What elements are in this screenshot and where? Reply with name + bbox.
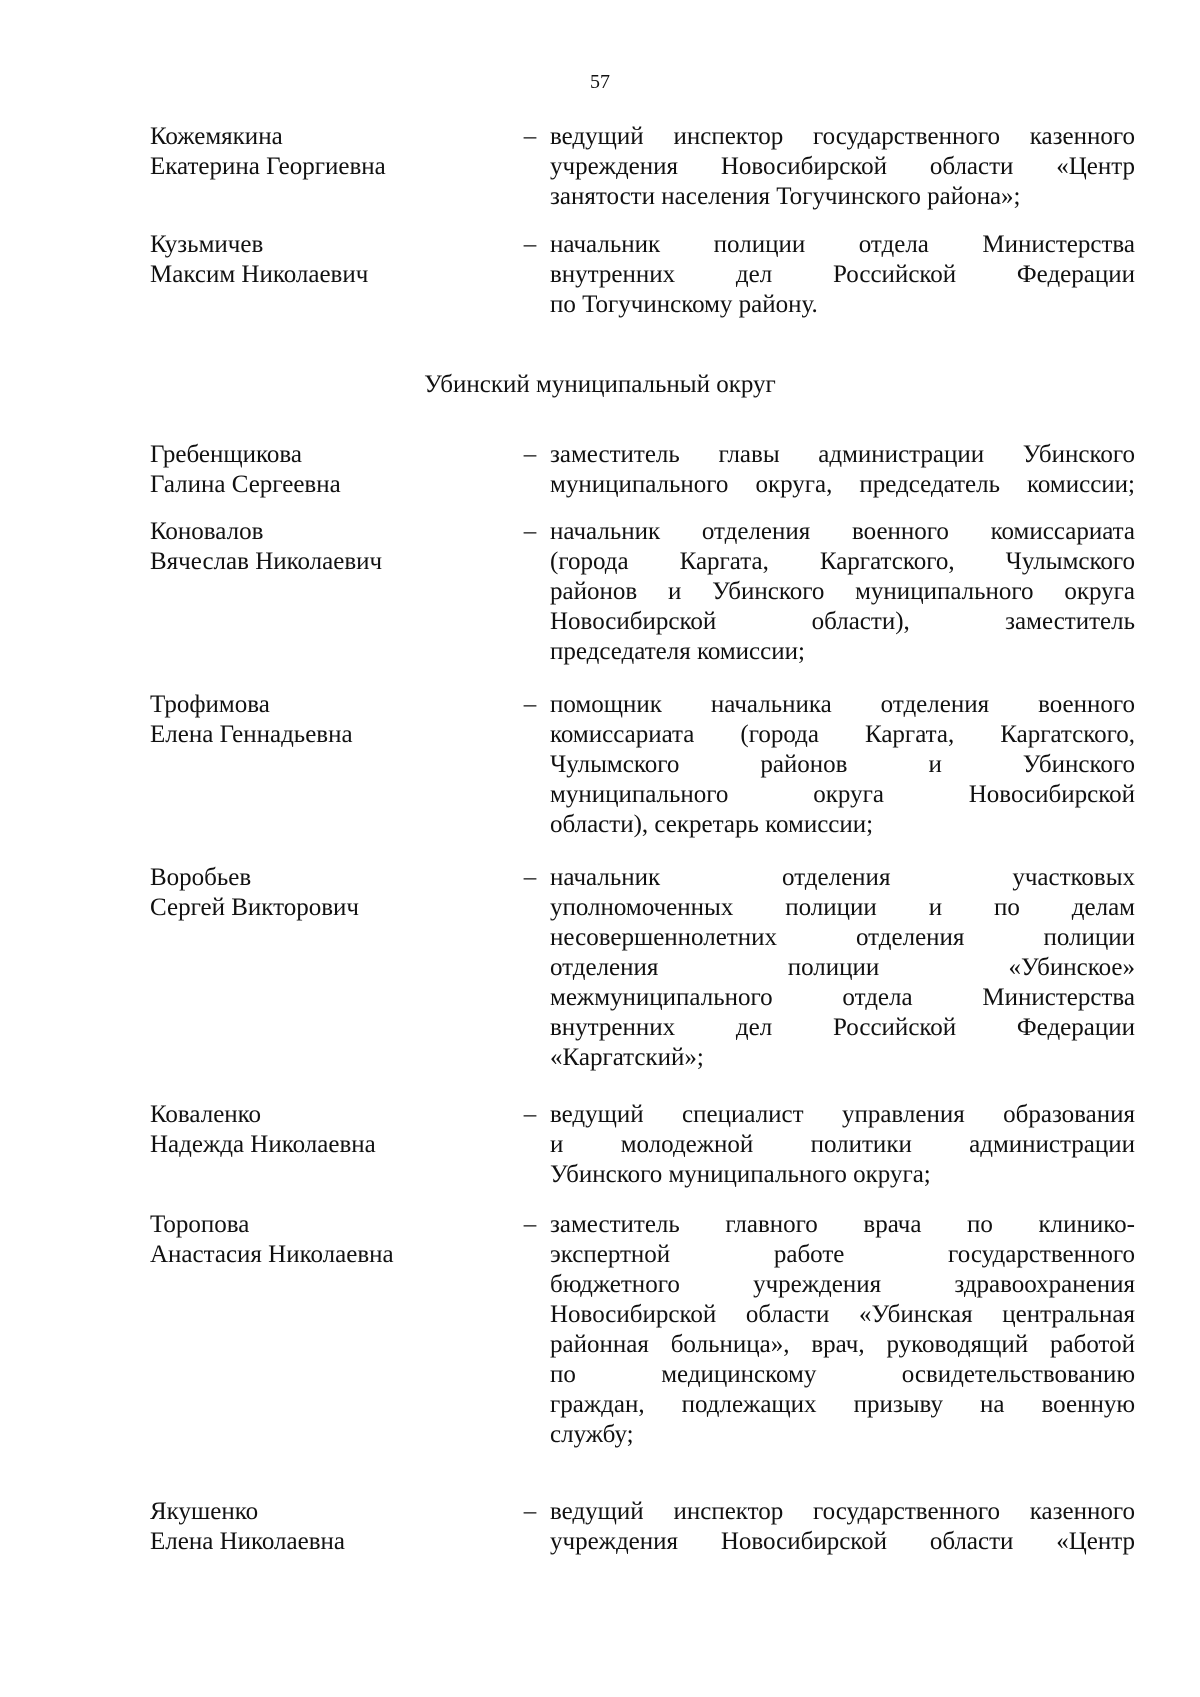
- position-line: межмуниципального отдела Министерства: [550, 984, 1135, 1011]
- position-line: ведущий инспектор государственного казенного: [550, 1498, 1135, 1525]
- position-line: начальник отделения военного комиссариата: [550, 518, 1135, 545]
- position-line: Новосибирской области «Убинская центральная: [550, 1301, 1135, 1328]
- member-position: [550, 1100, 1135, 1190]
- section-title: Убинский муниципальный округ: [424, 371, 776, 398]
- member-position: [550, 517, 1135, 667]
- position-line: ведущий специалист управления образования: [550, 1101, 1135, 1128]
- member-position: [550, 1210, 1135, 1450]
- position-line: экспертной работе государственного: [550, 1241, 1135, 1268]
- position-line: ведущий инспектор государственного казенного: [550, 123, 1135, 150]
- dash: –: [523, 123, 537, 150]
- member-name: [150, 690, 510, 750]
- position-line: занятости населения Тогучинского района»;: [550, 183, 1021, 210]
- position-line: области), секретарь комиссии;: [550, 811, 874, 838]
- member-surname: Кузьмичев: [150, 231, 264, 258]
- member-surname: Трофимова: [150, 691, 270, 718]
- member-name: [150, 1210, 510, 1270]
- dash: –: [523, 518, 537, 545]
- member-given-names: Сергей Викторович: [150, 894, 359, 921]
- member-surname: Коваленко: [150, 1101, 262, 1128]
- position-line: внутренних дел Российской Федерации: [550, 1014, 1135, 1041]
- position-line: комиссариата (города Каргата, Каргатского,: [550, 721, 1135, 748]
- position-line: заместитель главного врача по клинико-: [550, 1211, 1135, 1238]
- member-given-names: Елена Николаевна: [150, 1528, 345, 1555]
- member-position: [550, 122, 1135, 212]
- position-line: (города Каргата, Каргатского, Чулымского: [550, 548, 1135, 575]
- position-line: Убинского муниципального округа;: [550, 1161, 931, 1188]
- member-given-names: Максим Николаевич: [150, 261, 369, 288]
- member-name: [150, 863, 510, 923]
- member-position: [550, 690, 1135, 840]
- dash: –: [523, 1101, 537, 1128]
- member-name: [150, 517, 510, 577]
- position-line: районов и Убинского муниципального округа: [550, 578, 1135, 605]
- position-line: службу;: [550, 1421, 634, 1448]
- position-line: районная больница», врач, руководящий работой: [550, 1331, 1135, 1358]
- member-position: [550, 1497, 1135, 1557]
- position-line: по медицинскому освидетельствованию: [550, 1361, 1135, 1388]
- member-name: [150, 1100, 510, 1160]
- member-position: [550, 440, 1135, 500]
- member-given-names: Надежда Николаевна: [150, 1131, 376, 1158]
- member-given-names: Елена Геннадьевна: [150, 721, 353, 748]
- member-surname: Торопова: [150, 1211, 250, 1238]
- member-name: [150, 440, 510, 500]
- member-surname: Гребенщикова: [150, 441, 302, 468]
- member-given-names: Екатерина Георгиевна: [150, 153, 386, 180]
- member-surname: Якушенко: [150, 1498, 259, 1525]
- dash: –: [523, 441, 537, 468]
- dash: –: [523, 231, 537, 258]
- position-line: бюджетного учреждения здравоохранения: [550, 1271, 1135, 1298]
- position-line: несовершеннолетних отделения полиции: [550, 924, 1135, 951]
- member-surname: Коновалов: [150, 518, 264, 545]
- member-given-names: Галина Сергеевна: [150, 471, 341, 498]
- position-line: муниципального округа, председатель комиссии;: [550, 471, 1135, 498]
- position-line: внутренних дел Российской Федерации: [550, 261, 1135, 288]
- position-line: учреждения Новосибирской области «Центр: [550, 153, 1135, 180]
- position-line: граждан, подлежащих призыву на военную: [550, 1391, 1135, 1418]
- position-line: председателя комиссии;: [550, 638, 805, 665]
- member-position: [550, 230, 1135, 320]
- position-line: по Тогучинскому району.: [550, 291, 818, 318]
- position-line: учреждения Новосибирской области «Центр: [550, 1528, 1135, 1555]
- position-line: уполномоченных полиции и по делам: [550, 894, 1135, 921]
- member-given-names: Анастасия Николаевна: [150, 1241, 394, 1268]
- position-line: начальник полиции отдела Министерства: [550, 231, 1135, 258]
- dash: –: [523, 864, 537, 891]
- position-line: помощник начальника отделения военного: [550, 691, 1135, 718]
- dash: –: [523, 691, 537, 718]
- position-line: Чулымского районов и Убинского: [550, 751, 1135, 778]
- page-number: 57: [590, 71, 610, 93]
- member-given-names: Вячеслав Николаевич: [150, 548, 383, 575]
- member-surname: Кожемякина: [150, 123, 283, 150]
- member-name: [150, 1497, 510, 1557]
- position-line: и молодежной политики администрации: [550, 1131, 1135, 1158]
- position-line: Новосибирской области), заместитель: [550, 608, 1135, 635]
- position-line: отделения полиции «Убинское»: [550, 954, 1135, 981]
- member-name: [150, 230, 510, 290]
- member-position: [550, 863, 1135, 1073]
- position-line: «Каргатский»;: [550, 1044, 704, 1071]
- position-line: заместитель главы администрации Убинского: [550, 441, 1135, 468]
- position-line: муниципального округа Новосибирской: [550, 781, 1135, 808]
- dash: –: [523, 1498, 537, 1525]
- position-line: начальник отделения участковых: [550, 864, 1135, 891]
- dash: –: [523, 1211, 537, 1238]
- member-name: [150, 122, 510, 182]
- member-surname: Воробьев: [150, 864, 252, 891]
